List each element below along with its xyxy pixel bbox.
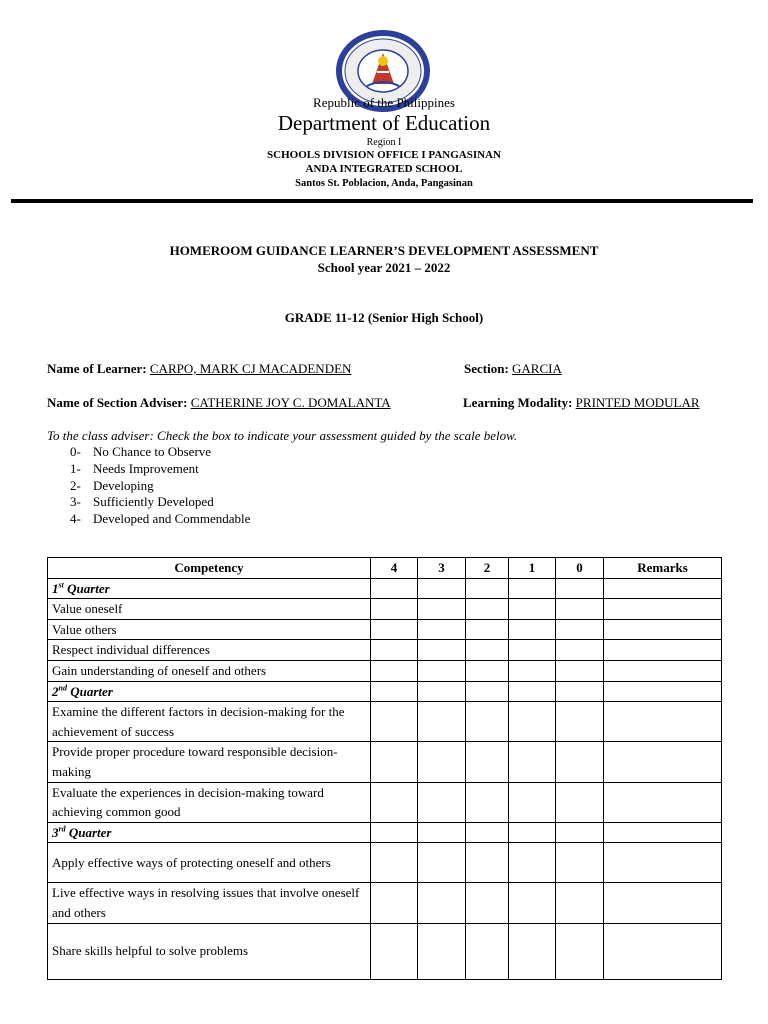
quarter-row xyxy=(48,822,722,843)
rating-checkbox-cell[interactable] xyxy=(466,742,509,782)
remarks-cell[interactable] xyxy=(604,619,722,640)
competency-cell: Evaluate the experiences in decision-making toward achieving common good xyxy=(48,782,371,822)
competency-cell: Apply effective ways of protecting oneself and others xyxy=(48,843,371,883)
rating-checkbox-cell[interactable] xyxy=(371,843,418,883)
remarks-cell[interactable] xyxy=(604,660,722,681)
adviser-value: CATHERINE JOY C. DOMALANTA xyxy=(190,395,391,410)
table-row xyxy=(48,640,722,661)
assessment-table xyxy=(47,557,722,980)
rating-checkbox-cell[interactable] xyxy=(371,640,418,661)
rating-checkbox-cell[interactable] xyxy=(371,660,418,681)
rating-checkbox-cell[interactable] xyxy=(509,883,556,923)
department-title: Department of Education xyxy=(277,111,491,135)
remarks-cell[interactable] xyxy=(604,822,722,843)
remarks-cell[interactable] xyxy=(604,640,722,661)
competency-cell: Gain understanding of oneself and others xyxy=(48,660,371,681)
remarks-cell[interactable] xyxy=(604,782,722,822)
table-header-row xyxy=(48,558,722,579)
table-row xyxy=(48,619,722,640)
rating-checkbox-cell[interactable] xyxy=(371,883,418,923)
rating-checkbox-cell[interactable] xyxy=(509,660,556,681)
rating-checkbox-cell[interactable] xyxy=(466,599,509,620)
rating-checkbox-cell[interactable] xyxy=(466,923,509,979)
rating-checkbox-cell[interactable] xyxy=(371,822,418,843)
rating-checkbox-cell[interactable] xyxy=(466,782,509,822)
section-line xyxy=(464,361,562,377)
scale-item: 2- Developing xyxy=(70,477,154,493)
section-label: Section: xyxy=(464,361,509,376)
remarks-cell[interactable] xyxy=(604,702,722,742)
rating-checkbox-cell[interactable] xyxy=(371,619,418,640)
remarks-cell[interactable] xyxy=(604,883,722,923)
rating-checkbox-cell[interactable] xyxy=(509,822,556,843)
rating-checkbox-cell[interactable] xyxy=(418,782,466,822)
column-header-competency: Competency xyxy=(48,558,371,579)
rating-checkbox-cell[interactable] xyxy=(371,923,418,979)
table-row xyxy=(48,782,722,822)
remarks-cell[interactable] xyxy=(604,578,722,599)
quarter-row xyxy=(48,681,722,702)
remarks-cell[interactable] xyxy=(604,681,722,702)
section-value: GARCIA xyxy=(512,361,562,376)
rating-checkbox-cell[interactable] xyxy=(466,681,509,702)
rating-checkbox-cell[interactable] xyxy=(509,681,556,702)
rating-checkbox-cell[interactable] xyxy=(556,923,604,979)
table-row xyxy=(48,843,722,883)
rating-checkbox-cell[interactable] xyxy=(371,742,418,782)
table-row xyxy=(48,702,722,742)
table-row xyxy=(48,883,722,923)
quarter-label: 2nd Quarter xyxy=(48,681,371,702)
remarks-cell[interactable] xyxy=(604,923,722,979)
instructions: To the class adviser: Check the box to indicate your assessment guided by the scale below. xyxy=(47,428,518,443)
rating-checkbox-cell[interactable] xyxy=(509,923,556,979)
rating-checkbox-cell[interactable] xyxy=(371,702,418,742)
rating-checkbox-cell[interactable] xyxy=(556,843,604,883)
rating-checkbox-cell[interactable] xyxy=(556,782,604,822)
rating-checkbox-cell[interactable] xyxy=(509,782,556,822)
column-header-1: 1 xyxy=(509,558,556,579)
column-header-3: 3 xyxy=(418,558,466,579)
rating-checkbox-cell[interactable] xyxy=(418,619,466,640)
table-row xyxy=(48,599,722,620)
learner-name-line xyxy=(47,361,351,377)
grade-level: GRADE 11-12 (Senior High School) xyxy=(284,310,484,325)
rating-checkbox-cell[interactable] xyxy=(371,681,418,702)
rating-checkbox-cell[interactable] xyxy=(466,883,509,923)
competency-cell: Examine the different factors in decision-making for the achievement of success xyxy=(48,702,371,742)
rating-checkbox-cell[interactable] xyxy=(418,599,466,620)
rating-checkbox-cell[interactable] xyxy=(418,923,466,979)
competency-cell: Live effective ways in resolving issues that involve oneself and others xyxy=(48,883,371,923)
document-title: HOMEROOM GUIDANCE LEARNER’S DEVELOPMENT ASSESSMENT xyxy=(169,243,599,258)
rating-checkbox-cell[interactable] xyxy=(556,619,604,640)
rating-checkbox-cell[interactable] xyxy=(371,599,418,620)
rating-checkbox-cell[interactable] xyxy=(509,843,556,883)
rating-checkbox-cell[interactable] xyxy=(418,640,466,661)
rating-checkbox-cell[interactable] xyxy=(556,681,604,702)
rating-checkbox-cell[interactable] xyxy=(556,822,604,843)
scale-item: 1- Needs Improvement xyxy=(70,460,199,476)
rating-checkbox-cell[interactable] xyxy=(509,702,556,742)
rating-checkbox-cell[interactable] xyxy=(466,702,509,742)
modality-line xyxy=(463,395,700,411)
rating-checkbox-cell[interactable] xyxy=(371,782,418,822)
school-address: Santos St. Poblacion, Anda, Pangasinan xyxy=(295,178,473,189)
rating-checkbox-cell[interactable] xyxy=(556,702,604,742)
region-label: Region I xyxy=(366,137,402,148)
school-year: School year 2021 – 2022 xyxy=(317,260,451,275)
rating-scale xyxy=(70,444,250,528)
header-divider xyxy=(11,199,753,203)
rating-checkbox-cell[interactable] xyxy=(556,883,604,923)
rating-checkbox-cell[interactable] xyxy=(556,578,604,599)
rating-checkbox-cell[interactable] xyxy=(466,619,509,640)
rating-checkbox-cell[interactable] xyxy=(418,883,466,923)
remarks-cell[interactable] xyxy=(604,742,722,782)
rating-checkbox-cell[interactable] xyxy=(556,599,604,620)
remarks-cell[interactable] xyxy=(604,599,722,620)
table-row xyxy=(48,742,722,782)
table-row xyxy=(48,923,722,979)
rating-checkbox-cell[interactable] xyxy=(509,619,556,640)
rating-checkbox-cell[interactable] xyxy=(466,578,509,599)
rating-checkbox-cell[interactable] xyxy=(418,843,466,883)
rating-checkbox-cell[interactable] xyxy=(418,681,466,702)
column-header-4: 4 xyxy=(371,558,418,579)
rating-checkbox-cell[interactable] xyxy=(466,822,509,843)
republic-label: Republic of the Philippines xyxy=(313,95,455,110)
rating-checkbox-cell[interactable] xyxy=(556,742,604,782)
column-header-2: 2 xyxy=(466,558,509,579)
rating-checkbox-cell[interactable] xyxy=(418,702,466,742)
competency-cell: Value others xyxy=(48,619,371,640)
adviser-line xyxy=(47,395,391,411)
scale-item: 4- Developed and Commendable xyxy=(70,511,251,527)
rating-checkbox-cell[interactable] xyxy=(418,822,466,843)
quarter-label: 3rd Quarter xyxy=(48,822,371,843)
rating-checkbox-cell[interactable] xyxy=(418,578,466,599)
rating-checkbox-cell[interactable] xyxy=(509,640,556,661)
modality-value: PRINTED MODULAR xyxy=(575,395,700,410)
rating-checkbox-cell[interactable] xyxy=(371,578,418,599)
rating-checkbox-cell[interactable] xyxy=(509,578,556,599)
learner-name-label: Name of Learner: xyxy=(47,361,147,376)
competency-cell: Provide proper procedure toward responsible decision-making xyxy=(48,742,371,782)
modality-label: Learning Modality: xyxy=(463,395,573,410)
rating-checkbox-cell[interactable] xyxy=(556,640,604,661)
competency-cell: Respect individual differences xyxy=(48,640,371,661)
scale-item: 0- No Chance to Observe xyxy=(70,444,212,459)
rating-checkbox-cell[interactable] xyxy=(418,660,466,681)
competency-cell: Value oneself xyxy=(48,599,371,620)
competency-cell: Share skills helpful to solve problems xyxy=(48,923,371,979)
school-name: ANDA INTEGRATED SCHOOL xyxy=(305,163,463,175)
column-header-0: 0 xyxy=(556,558,604,579)
quarter-row xyxy=(48,578,722,599)
scale-item: 3- Sufficiently Developed xyxy=(70,494,214,510)
rating-checkbox-cell[interactable] xyxy=(509,742,556,782)
rating-checkbox-cell[interactable] xyxy=(466,640,509,661)
rating-checkbox-cell[interactable] xyxy=(509,599,556,620)
adviser-label: Name of Section Adviser: xyxy=(47,395,188,410)
column-header-remarks: Remarks xyxy=(604,558,722,579)
learner-name-value: CARPO, MARK CJ MACADENDEN xyxy=(149,361,352,376)
table-row xyxy=(48,660,722,681)
rating-checkbox-cell[interactable] xyxy=(466,843,509,883)
rating-checkbox-cell[interactable] xyxy=(418,742,466,782)
quarter-label: 1st Quarter xyxy=(48,578,371,599)
rating-checkbox-cell[interactable] xyxy=(466,660,509,681)
division-label: SCHOOLS DIVISION OFFICE I PANGASINAN xyxy=(267,149,501,161)
rating-checkbox-cell[interactable] xyxy=(556,660,604,681)
remarks-cell[interactable] xyxy=(604,843,722,883)
